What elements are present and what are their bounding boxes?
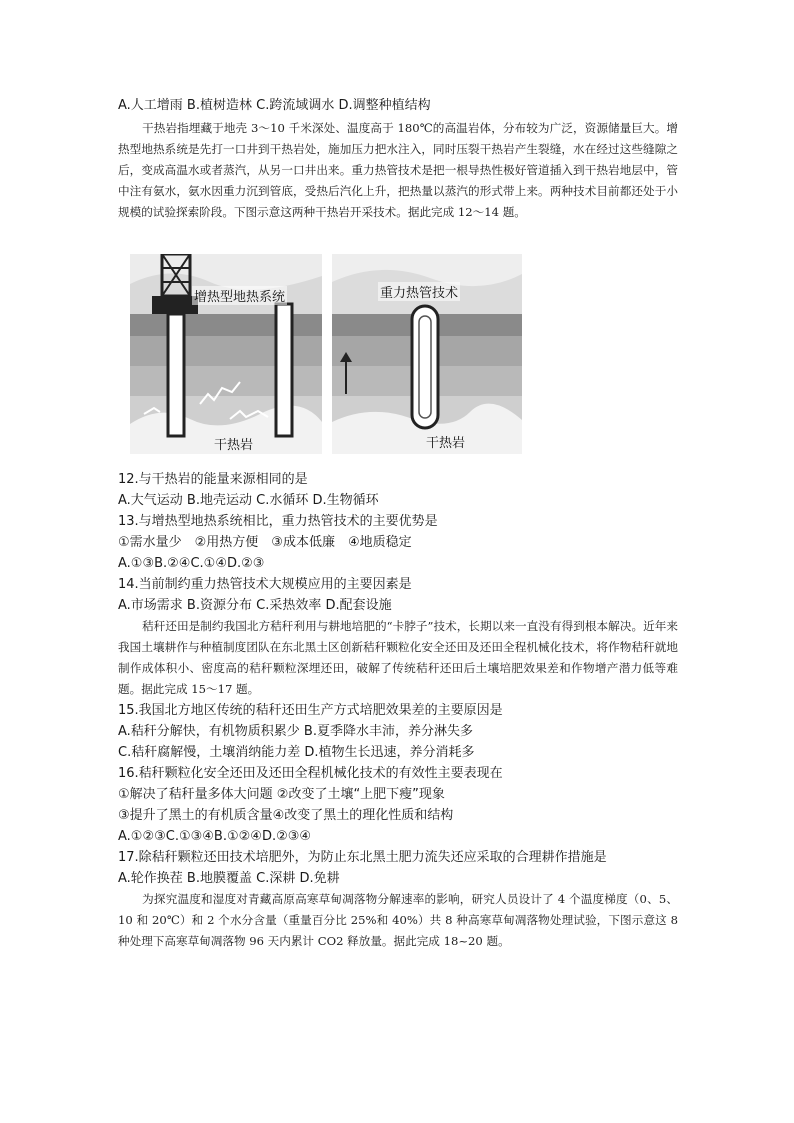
q15-options-cd: C.秸秆腐解慢，土壤消纳能力差 D.植物生长迅速，养分消耗多 xyxy=(118,745,475,760)
heat-pipe xyxy=(412,306,438,428)
q16-options: A.①②③C.①③④B.①②④D.②③④ xyxy=(118,829,312,844)
q17-stem: 17.除秸秆颗粒还田技术培肥外，为防止东北黑土肥力流失还应采取的合理耕作措施是 xyxy=(118,850,607,865)
injection-well xyxy=(168,314,184,436)
q13-options: A.①③B.②④C.①④D.②③ xyxy=(118,556,265,571)
q16-items-12: ①解决了秸秆量多体大问题 ②改变了土壤“上肥下瘦”现象 xyxy=(118,787,445,802)
passage-straw-return-text: 秸秆还田是制约我国北方秸秆利用与耕地培肥的“卡脖子”技术，长期以来一直没有得到根本解决。近年来我国土壤耕作与种植制度团队在东北黑土区创新秸秆颗粒化安全还田及还田全程机械化技术，将作物秸秆就地制作成体积小、密度高的秸秆颗粒深埋还田，破解了传统秸秆还田后土壤培肥效果差和作物增产潜力低等难题。据此完成 15～17 题。 xyxy=(118,619,678,696)
label-dry-hot-rock-left: 干热岩 xyxy=(214,438,254,453)
q16-stem: 16.秸秆颗粒化安全还田及还田全程机械化技术的有效性主要表现在 xyxy=(118,766,503,781)
q11-options: A.人工增雨 B.植树造林 C.跨流域调水 D.调整种植结构 xyxy=(118,98,431,113)
q14-options: A.市场需求 B.资源分布 C.采热效率 D.配套设施 xyxy=(118,598,392,613)
q13-stem: 13.与增热型地热系统相比，重力热管技术的主要优势是 xyxy=(118,514,438,529)
q15-stem: 15.我国北方地区传统的秸秆还田生产方式培肥效果差的主要原因是 xyxy=(118,703,503,718)
panel-enhanced-geothermal xyxy=(130,254,322,454)
label-enhanced-geothermal: 增热型地热系统 xyxy=(192,286,287,305)
q13-items: ①需水量少 ②用热方便 ③成本低廉 ④地质稳定 xyxy=(118,535,412,550)
q12-stem: 12.与干热岩的能量来源相同的是 xyxy=(118,472,308,487)
passage-alpine-meadow-text: 为探究温度和湿度对青藏高原高寒草甸凋落物分解速率的影响，研究人员设计了 4 个温度梯度（0、5、10 和 20℃）和 2 个水分含量（重量百分比 25%和 40%）共 8 种高寒草甸凋落物处理试验，下图示意这 8 种处理下高寒草甸凋落物 96 天内累计 CO2 释放量。据此完成 18~20 题。 xyxy=(118,892,678,948)
q16-items-34: ③提升了黑土的有机质含量④改变了黑土的理化性质和结构 xyxy=(118,808,454,823)
passage-dry-hot-rock-text: 干热岩指埋藏于地壳 3～10 千米深处、温度高于 180℃的高温岩体，分布较为广泛，资源储量巨大。增热型地热系统是先打一口井到干热岩处，施加压力把水注入，同时压裂干热岩产生裂缝，水在经过这些缝隙之后，变成高温水或者蒸汽，从另一口井出来。重力热管技术是把一根导热性极好管道插入到干热岩地层中，管中注有氨水，氨水因重力沉到管底，受热后汽化上升，把热量以蒸汽的形式带上来。两种技术目前都还处于小规模的试验探索阶段。下图示意这两种干热岩开采技术。据此完成 12～14 题。 xyxy=(118,121,678,219)
passage-dry-hot-rock xyxy=(118,118,678,223)
passage-alpine-meadow xyxy=(118,889,678,952)
q17-options: A.轮作换茬 B.地膜覆盖 C.深耕 D.免耕 xyxy=(118,871,340,886)
q12-options: A.大气运动 B.地壳运动 C.水循环 D.生物循环 xyxy=(118,493,379,508)
label-gravity-heat-pipe: 重力热管技术 xyxy=(378,282,460,301)
figure-geothermal-techniques xyxy=(130,254,522,454)
q15-options-ab: A.秸秆分解快，有机物质积累少 B.夏季降水丰沛，养分淋失多 xyxy=(118,724,473,739)
production-well xyxy=(276,304,292,436)
label-dry-hot-rock-right: 干热岩 xyxy=(426,436,466,451)
q14-stem: 14.当前制约重力热管技术大规模应用的主要因素是 xyxy=(118,577,412,592)
passage-straw-return xyxy=(118,616,678,700)
